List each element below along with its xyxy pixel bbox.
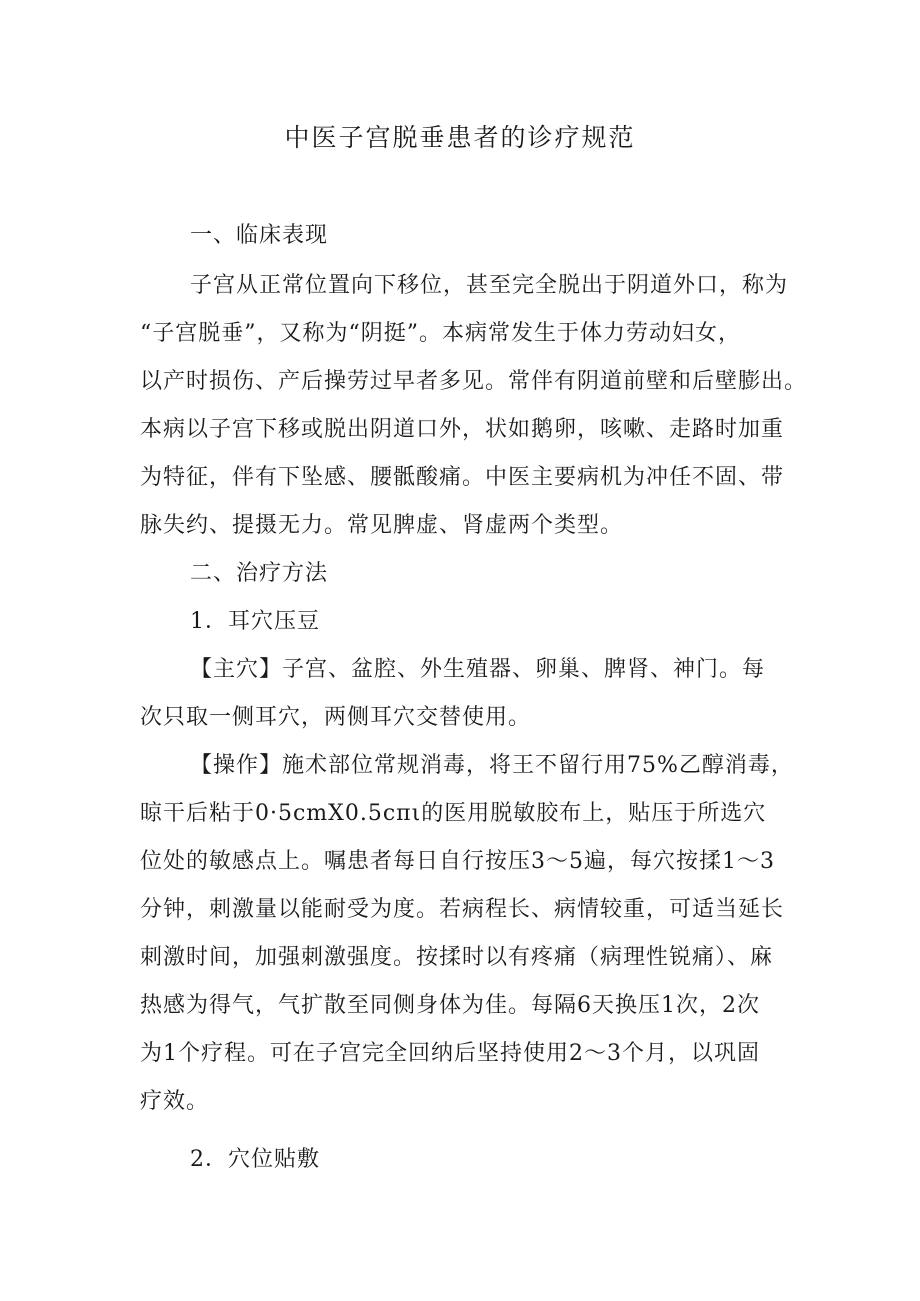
paragraph-line: 疗效。 <box>140 1089 210 1114</box>
paragraph-line: “子宫脱垂”，又称为“阴挺”。本病常发生于体力劳动妇女， <box>140 321 741 346</box>
paragraph-line: 【主穴】子宫、盆腔、外生殖器、卵巢、脾肾、神门。每 <box>190 657 766 682</box>
subheading-acupoint-application: 2．穴位贴敷 <box>190 1147 320 1172</box>
subheading-ear-acupoint: 1．耳穴压豆 <box>190 609 320 634</box>
document-title: 中医子宫脱垂患者的诊疗规范 <box>284 123 636 152</box>
paragraph-line: 热感为得气，气扩散至同侧身体为佳。每隔6天换压1次，2次 <box>140 993 760 1018</box>
paragraph-line: 次只取一侧耳穴，两侧耳穴交替使用。 <box>140 705 532 730</box>
paragraph-line: 位处的敏感点上。嘱患者每日自行按压3～5遍，每穴按揉1～3 <box>140 849 775 874</box>
paragraph-line: 刺激时间，加强刺激强度。按揉时以有疼痛（病理性锐痛）、麻 <box>140 945 774 970</box>
paragraph-line: 【操作】施术部位常规消毒，将王不留行用75%乙醇消毒， <box>190 753 794 778</box>
section-heading-clinical: 一、临床表现 <box>190 223 329 248</box>
paragraph-line: 子宫从正常位置向下移位，甚至完全脱出于阴道外口，称为 <box>190 273 789 298</box>
section-heading-treatment: 二、治疗方法 <box>190 561 329 586</box>
paragraph-line: 脉失约、提摄无力。常见脾虚、肾虚两个类型。 <box>140 513 624 538</box>
paragraph-line: 本病以子宫下移或脱出阴道口外，状如鹅卵，咳嗽、走路时加重 <box>140 417 785 442</box>
paragraph-line: 为特征，伴有下坠感、腰骶酸痛。中医主要病机为冲任不固、带 <box>140 465 785 490</box>
paragraph-line: 为1个疗程。可在子宫完全回纳后坚持使用2～3个月，以巩固 <box>140 1041 760 1066</box>
paragraph-line: 以产时损伤、产后操劳过早者多见。常伴有阴道前壁和后壁膨出。 <box>140 369 808 394</box>
paragraph-line: 分钟，刺激量以能耐受为度。若病程长、病情较重，可适当延长 <box>140 897 785 922</box>
paragraph-line: 晾干后粘于0·5cmX0.5cπι的医用脱敏胶布上，贴压于所选穴 <box>140 801 767 826</box>
